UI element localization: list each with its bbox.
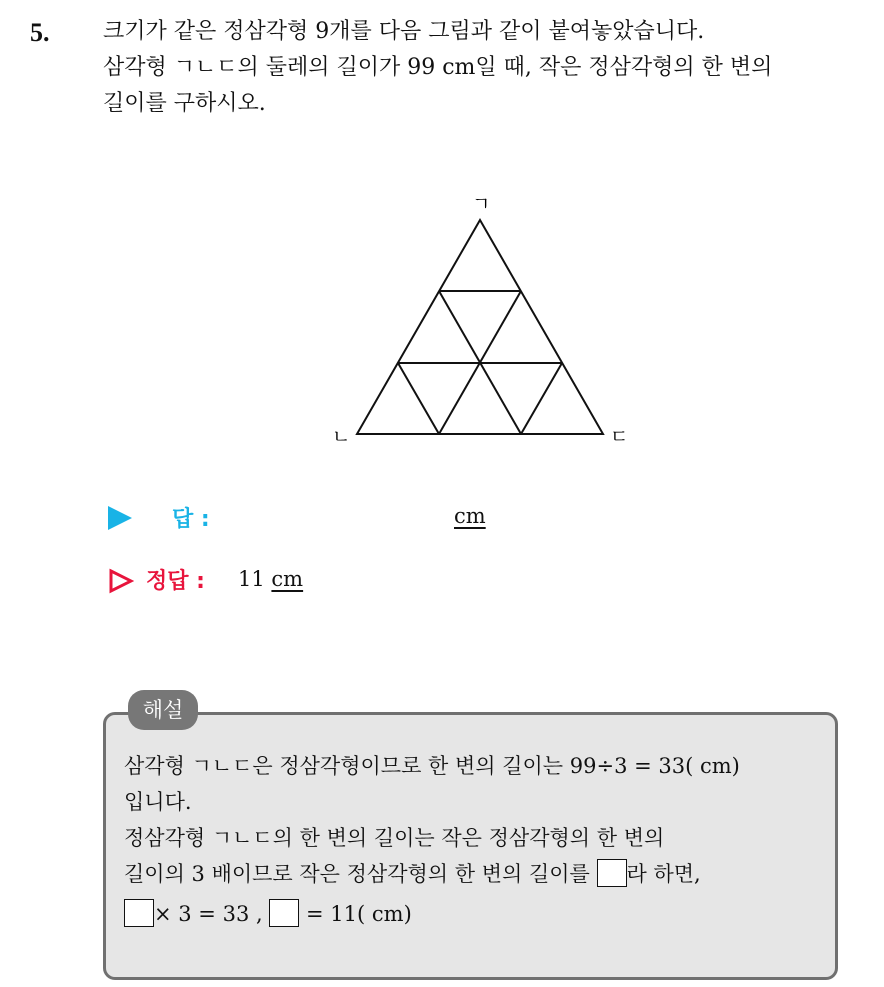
answer-row <box>108 500 528 540</box>
question-number: 5. <box>30 18 50 47</box>
blank-box <box>597 859 627 887</box>
solution-line: 입니다. <box>124 790 192 814</box>
grid-line <box>521 363 562 434</box>
answer-unit: cm <box>454 504 486 528</box>
solution-line-text: 길이의 3 배이므로 작은 정삼각형의 한 변의 길이를 <box>124 862 590 886</box>
solution-line: 정삼각형 ㄱㄴㄷ의 한 변의 길이는 작은 정삼각형의 한 변의 <box>124 826 665 850</box>
correct-answer-label: 정답 : <box>146 569 205 594</box>
vertex-label-right: ㄷ <box>610 426 629 448</box>
outer-triangle <box>357 220 603 434</box>
triangle-figure <box>320 185 640 455</box>
grid-line <box>398 363 439 434</box>
vertex-label-top: ㄱ <box>472 193 491 215</box>
correct-answer-row <box>108 562 528 602</box>
question-text <box>103 14 873 122</box>
question-line: 길이를 구하시오. <box>103 91 266 116</box>
correct-answer-number: 11 <box>238 567 265 591</box>
question-line: 삼각형 ㄱㄴㄷ의 둘레의 길이가 99 cm일 때, 작은 정삼각형의 한 변의 <box>103 55 773 80</box>
question-line: 크기가 같은 정삼각형 9개를 다음 그림과 같이 붙여놓았습니다. <box>103 19 705 44</box>
formula-part: × 3 = 33 , <box>154 902 263 926</box>
solution-line <box>124 856 836 892</box>
formula-part: = 11( cm) <box>306 902 412 926</box>
play-triangle-icon <box>108 506 132 530</box>
solution-tab: 해설 <box>128 690 198 730</box>
solution-text <box>124 748 836 932</box>
correct-answer-unit: cm <box>271 567 304 591</box>
outline-triangle-icon <box>108 568 134 594</box>
correct-answer-value <box>238 567 303 591</box>
solution-formula <box>124 896 836 932</box>
solution-line: 삼각형 ㄱㄴㄷ은 정삼각형이므로 한 변의 길이는 99÷3 = 33( cm) <box>124 754 740 778</box>
vertex-label-left: ㄴ <box>332 426 351 448</box>
answer-label: 답 : <box>172 507 210 532</box>
solution-line-text: 라 하면, <box>626 862 701 886</box>
blank-box <box>124 899 154 927</box>
blank-box <box>269 899 299 927</box>
